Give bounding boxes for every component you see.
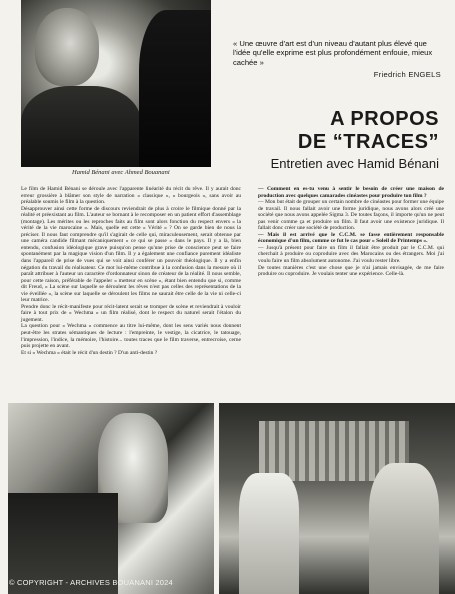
epigraph-author: Friedrich ENGELS xyxy=(373,70,441,79)
body-column-right xyxy=(258,186,444,278)
still-figure xyxy=(239,473,299,594)
still-figure xyxy=(369,463,439,594)
title-line-1: A PROPOS xyxy=(330,108,439,130)
interview-question: — Comment en es-tu venu à sentir le besoin de créer une maison de production avec quelques camarades cinéastes pour produire ton film ? xyxy=(258,186,444,199)
bottom-photos xyxy=(0,403,455,594)
film-still-left xyxy=(8,403,214,594)
interview-answer: — Jusqu'à présent pour faire un film il fallait être produit par le C.C.M. qui cherchait à produire ou coproduire avec des Marocains ou des étrangers. Moi j'ai voulu faire un film absolument autonome. J'ai voulu rester libre. xyxy=(258,244,444,265)
photo-figure-head xyxy=(35,8,99,86)
interview-answer: De toutes manières c'est une chose que je n'ai jamais envisagée, de me faire produire ou coproduire. Je voulais tenter une expérience. Celle-là. xyxy=(258,264,444,278)
photo-figure-silhouette xyxy=(139,10,211,167)
paragraph: Désapprouver ainsi cette forme de discours reviendrait de plus à croire le filmique donné par la réalité et préexistant au film. L'auteur se bornant à le recomposer en un patient effort d'assemblage (montage). Les mérites ou les reproches faits au film sont alors fonction du respect envers « la vérité de la vie marocaine ». Mais, quelle est cette « Vérité » ? On se garde bien de nous la préciser. Il nous faut comprendre qu'il s'agirait de celle qui, miraculeusement, serait obtenue par une caméra candide filmant mécaniquement « ce qui se passe » dans le pays. Il y a là, bien entendu, confusion idéologique grave puisqu'on pense qu'une prise de conscience peut se faire spontanément par la magique vision d'un film. Il y a également une confiance purement idéaliste dans l'appareil de prise de vues qui se voit ainsi conférer un pouvoir théologique. Il y a enfin négation du travail du réalisateur. Ce mot lui-même contribue à la confusion dans la mesure où il paraît attribuer à l'auteur un caractère d'ordonnateur sinon de créateur de la réalité. Il nous semble, pour cette raison, préférable de l'appeler « metteur en scène », étant bien entendu que si, comme dit Freud, « La scène sur laquelle se déroulent les rêves n'est pas celles des représentations de la vie éveillée », la scène sur laquelle se déroulent les films ne saurait être celle de la vie ni celle-ci leur matrice. xyxy=(21,205,241,304)
interview-question: — Mais il est arrivé que le C.C.M. se fasse entièrement responsable économique d'un film, comme ce fut le cas pour « Soleil de Printemps ». xyxy=(258,231,444,245)
photo-caption: Hamid Bénani avec Ahmed Bouanani xyxy=(72,169,170,176)
title-line-2: DE “TRACES” xyxy=(297,131,439,153)
photo-figure-body xyxy=(21,86,141,167)
article-title xyxy=(271,108,439,172)
photo-portrait-hamid-benani xyxy=(21,0,211,167)
epigraph-quote: « Une œuvre d'art est d'un niveau d'autant plus élevé que l'idée qu'elle exprime est plus profondément enfouie, mieux cachée » xyxy=(233,39,433,67)
film-still-right xyxy=(219,403,455,594)
paragraph: Le film de Hamid Bénani se déroule avec l'apparente linéarité du récit du rêve. Il y aurait donc erreur grossière à blâmer son style de narration « classique », « bourgeois », sans avoir au préalable soumis le film à la question. xyxy=(21,186,241,206)
body-column-left xyxy=(21,186,241,356)
article-subtitle: Entretien avec Hamid Bénani xyxy=(270,156,439,171)
interview-answer: — Mon but était de grouper un certain nombre de cinéastes pour former une équipe de travail. Il nous fallait avoir une forme juridique, nous avons alors créé une société que nous avons appelée Sigma 3. De toutes façons, il importe qu'un ne peut pas venir comme ça et produire un film. Il faut avoir une existence juridique. Il fallait donc créer une société de production. xyxy=(258,199,444,232)
paragraph: La question pour « Wechma » commence au titre lui-même, dont les sens variés nous donnent peut-être les strates sémantiques de lecture : l'empreinte, le vestige, la cicatrice, le tatouage, l'impression, l'indice, la mémoire, l'histoire... toutes traces que le film traverse, entrecroise, cerne puis projette en avant. xyxy=(21,323,241,350)
paragraph: Et si « Wechma » était le récit d'un destin ? D'un anti-destin ? xyxy=(21,349,158,356)
paragraph: Prendre donc le récit-manifeste pour récit-latent serait se tromper de scène et reviendrait à vouloir faire à tout prix de « Wechma » un film réalisé, dont le respect du naturel serait l'étalon du jugement. xyxy=(21,303,241,323)
copyright-watermark: © COPYRIGHT - ARCHIVES BOUANANI 2024 xyxy=(9,578,173,587)
